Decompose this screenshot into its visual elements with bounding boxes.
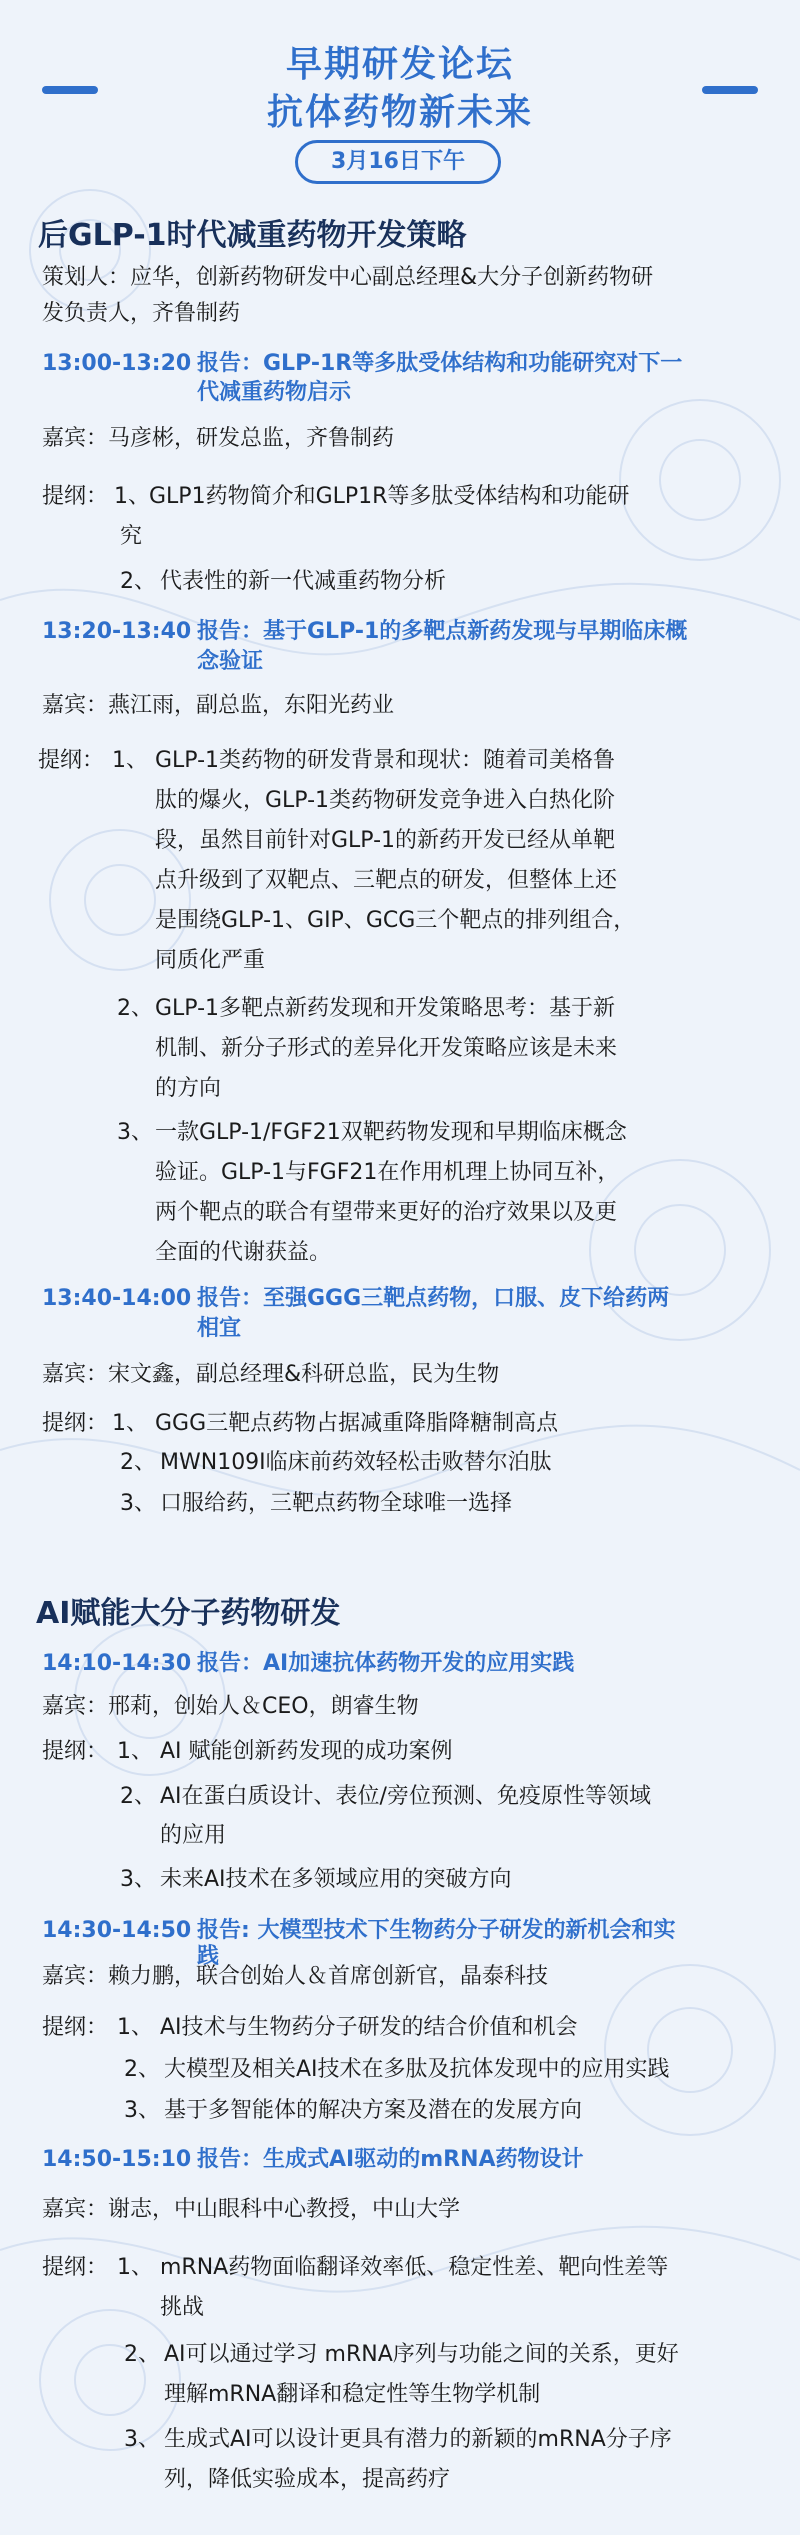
outline-item-text: 是围绕GLP-1、GIP、GCG三个靶点的排列组合， — [155, 908, 636, 933]
outline-item-text: AI技术与生物药分子研发的结合价值和机会 — [160, 2015, 578, 2040]
guest-line: 嘉宾：马彦彬，研发总监，齐鲁制药 — [42, 426, 395, 451]
outline-item-text: AI在蛋白质设计、表位/旁位预测、免疫原性等领域 — [160, 1784, 651, 1809]
outline-label: 提纲： — [42, 2255, 109, 2280]
talk-title: 报告：AI加速抗体药物开发的应用实践 — [197, 1651, 575, 1676]
outline-item-number: 1、 — [117, 2255, 153, 2280]
outline-item-text: 列，降低实验成本，提高药疗 — [164, 2467, 451, 2492]
talk-title: 报告：生成式AI驱动的mRNA药物设计 — [197, 2147, 584, 2172]
outline-item-text: 基于多智能体的解决方案及潜在的发展方向 — [164, 2098, 583, 2123]
outline-item-number: 3、 — [120, 1867, 156, 1892]
outline-item-text: 全面的代谢获益。 — [155, 1240, 332, 1265]
outline-item-text: 的方向 — [155, 1076, 222, 1101]
talk-title: 报告: 大模型技术下生物药分子研发的新机会和实 — [197, 1918, 676, 1943]
outline-item-text: MWN109I临床前药效轻松击败替尔泊肽 — [160, 1450, 552, 1475]
outline-item-text: 理解mRNA翻译和稳定性等生物学机制 — [164, 2382, 541, 2407]
outline-item-number: 1、 — [112, 1411, 148, 1436]
outline-item-text: 同质化严重 — [155, 948, 266, 973]
outline-label: 提纲： — [42, 484, 109, 509]
guest-line: 嘉宾：谢志，中山眼科中心教授，中山大学 — [42, 2197, 461, 2222]
forum-subtitle: 抗体药物新未来 — [266, 92, 533, 133]
outline-item-text: GGG三靶点药物占据减重降脂降糖制高点 — [155, 1411, 559, 1436]
outline-item-number: 3、 — [124, 2098, 160, 2123]
outline-item-number: 1、 — [112, 748, 148, 773]
talk-time: 14:30-14:50 — [42, 1918, 192, 1943]
outline-item-text: 代表性的新一代减重药物分析 — [160, 569, 447, 594]
outline-item-number: 1、 — [117, 2015, 153, 2040]
outline-item-text: 生成式AI可以设计更具有潜力的新颖的mRNA分子序 — [164, 2427, 672, 2452]
outline-item-text: AI 赋能创新药发现的成功案例 — [160, 1739, 453, 1764]
outline-item-text: 点升级到了双靶点、三靶点的研发，但整体上还 — [155, 868, 618, 893]
talk-time: 13:20-13:40 — [42, 619, 192, 644]
outline-item-text: 一款GLP-1/FGF21双靶药物发现和早期临床概念 — [155, 1120, 627, 1145]
outline-item-number: 1、 — [114, 484, 150, 509]
outline-item-text: 究 — [120, 524, 143, 549]
outline-item-text: 段，虽然目前针对GLP-1的新药开发已经从单靶 — [155, 828, 616, 853]
outline-item-text: 口服给药，三靶点药物全球唯一选择 — [160, 1491, 513, 1516]
talk-title: 报告：至强GGG三靶点药物，口服、皮下给药两 — [197, 1286, 670, 1311]
outline-label: 提纲： — [42, 1411, 109, 1436]
planner-line: 策划人：应华，创新药物研发中心副总经理&大分子创新药物研 — [42, 265, 654, 290]
talk-title: 践 — [197, 1944, 220, 1969]
section-title: AI赋能大分子药物研发 — [36, 1596, 341, 1631]
outline-item-text: 验证。GLP-1与FGF21在作用机理上协同互补， — [155, 1160, 620, 1185]
outline-item-number: 3、 — [117, 1120, 153, 1145]
talk-time: 13:40-14:00 — [42, 1286, 192, 1311]
talk-title: 报告：GLP-1R等多肽受体结构和功能研究对下一 — [197, 351, 683, 376]
outline-item-number: 1、 — [117, 1739, 153, 1764]
outline-item-number: 2、 — [124, 2342, 160, 2367]
talk-title: 相宜 — [197, 1316, 242, 1341]
outline-item-text: 的应用 — [160, 1823, 227, 1848]
outline-item-number: 2、 — [124, 2057, 160, 2082]
outline-item-text: GLP-1多靶点新药发现和开发策略思考：基于新 — [155, 996, 616, 1021]
outline-item-text: 机制、新分子形式的差异化开发策略应该是未来 — [155, 1036, 618, 1061]
outline-label: 提纲： — [42, 2015, 109, 2040]
header — [0, 0, 800, 200]
planner-line: 发负责人，齐鲁制药 — [42, 301, 241, 326]
outline-item-text: mRNA药物面临翻译效率低、稳定性差、靶向性差等 — [160, 2255, 669, 2280]
talk-title: 报告：基于GLP-1的多靶点新药发现与早期临床概 — [197, 619, 688, 644]
outline-item-number: 3、 — [120, 1491, 156, 1516]
outline-item-number: 2、 — [120, 1450, 156, 1475]
outline-item-text: GLP1药物简介和GLP1R等多肽受体结构和功能研 — [149, 484, 630, 509]
outline-item-number: 3、 — [124, 2427, 160, 2452]
outline-item-text: 未来AI技术在多领域应用的突破方向 — [160, 1867, 512, 1892]
guest-line: 嘉宾：赖力鹏，联合创始人＆首席创新官，晶泰科技 — [42, 1964, 549, 1989]
outline-item-number: 2、 — [120, 1784, 156, 1809]
outline-item-number: 2、 — [120, 569, 156, 594]
outline-item-text: AI可以通过学习 mRNA序列与功能之间的关系，更好 — [164, 2342, 679, 2367]
forum-title: 早期研发论坛 — [285, 44, 514, 85]
outline-label: 提纲： — [42, 1739, 109, 1764]
outline-item-text: 两个靶点的联合有望带来更好的治疗效果以及更 — [155, 1200, 618, 1225]
outline-item-text: 挑战 — [160, 2295, 205, 2320]
outline-item-text: 肽的爆火，GLP-1类药物研发竞争进入白热化阶 — [155, 788, 616, 813]
outline-item-number: 2、 — [117, 996, 153, 1021]
talk-title: 代减重药物启示 — [197, 380, 352, 405]
section-title: 后GLP-1时代减重药物开发策略 — [38, 218, 467, 253]
outline-item-text: GLP-1类药物的研发背景和现状：随着司美格鲁 — [155, 748, 616, 773]
talk-title: 念验证 — [197, 649, 264, 674]
outline-label: 提纲： — [38, 748, 105, 773]
talk-time: 14:50-15:10 — [42, 2147, 192, 2172]
talk-time: 14:10-14:30 — [42, 1651, 192, 1676]
talk-time: 13:00-13:20 — [42, 351, 192, 376]
outline-item-text: 大模型及相关AI技术在多肽及抗体发现中的应用实践 — [164, 2057, 670, 2082]
date-badge: 3月16日下午 — [295, 140, 501, 184]
guest-line: 嘉宾：邢莉，创始人＆CEO，朗睿生物 — [42, 1694, 419, 1719]
guest-line: 嘉宾：燕江雨，副总监，东阳光药业 — [42, 693, 395, 718]
guest-line: 嘉宾：宋文鑫，副总经理&科研总监，民为生物 — [42, 1362, 500, 1387]
